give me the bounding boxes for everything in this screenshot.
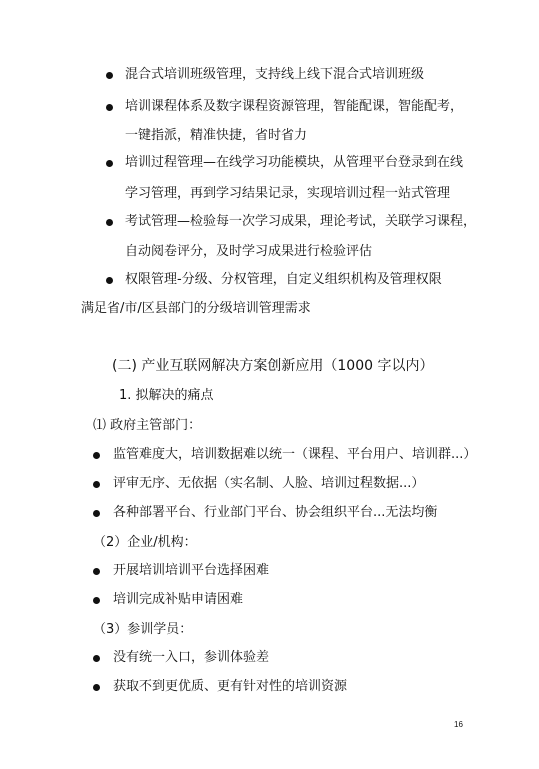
list-item-text: 考试管理—检验每一次学习成果，理论考试，关联学习课程， bbox=[125, 214, 477, 229]
list-item-text: 混合式培训班级管理，支持线上线下混合式培训班级 bbox=[125, 67, 425, 82]
list-item-text: 培训完成补贴申请困难 bbox=[113, 592, 244, 607]
section-heading: (二) 产业互联网解决方案创新应用（1000 字以内） bbox=[112, 358, 434, 374]
list-item-text: 培训课程体系及数字课程资源管理，智能配课，智能配考， bbox=[125, 99, 464, 114]
bullet-dot bbox=[106, 104, 113, 111]
bullet-dot bbox=[106, 219, 113, 226]
list-item-text: 没有统一入口，参训体验差 bbox=[113, 650, 270, 665]
list-item-text: 培训过程管理—在线学习功能模块，从管理平台登录到在线 bbox=[125, 155, 464, 170]
page-number: 16 bbox=[454, 720, 463, 729]
list-item-text: 各种部署平台、行业部门平台、协会组织平台...无法均衡 bbox=[113, 505, 438, 520]
list-item-text-continued: 学习管理，再到学习结果记录，实现培训过程一站式管理 bbox=[125, 186, 451, 201]
bullet-dot bbox=[106, 160, 113, 167]
list-item-text-continued: 一键指派，精准快捷，省时省力 bbox=[125, 128, 308, 143]
list-item-text: 权限管理-分级、分权管理，自定义组织机构及管理权限 bbox=[125, 272, 442, 287]
bullet-dot bbox=[93, 597, 100, 604]
bullet-dot bbox=[106, 72, 113, 79]
group-label: （2）企业/机构： bbox=[93, 535, 197, 550]
bullet-dot bbox=[93, 481, 100, 488]
group-label: ⑴ 政府主管部门： bbox=[93, 418, 202, 433]
subsection-heading: 1. 拟解决的痛点 bbox=[119, 388, 214, 403]
group-label: （3）参训学员： bbox=[93, 622, 193, 637]
list-item-text: 开展培训培训平台选择困难 bbox=[113, 563, 270, 578]
list-item-text: 监管难度大，培训数据难以统一（课程、平台用户、培训群...） bbox=[113, 447, 477, 462]
list-item-text: 获取不到更优质、更有针对性的培训资源 bbox=[113, 679, 348, 694]
bullet-dot bbox=[106, 277, 113, 284]
bullet-dot bbox=[93, 452, 100, 459]
bullet-dot bbox=[93, 655, 100, 662]
bullet-dot bbox=[93, 684, 100, 691]
bullet-dot bbox=[93, 510, 100, 517]
paragraph-continuation: 满足省/市/区县部门的分级培训管理需求 bbox=[81, 301, 311, 316]
bullet-dot bbox=[93, 568, 100, 575]
list-item-text-continued: 自动阅卷评分，及时学习成果进行检验评估 bbox=[125, 244, 373, 259]
list-item-text: 评审无序、无依据（实名制、人脸、培训过程数据...） bbox=[113, 476, 425, 491]
